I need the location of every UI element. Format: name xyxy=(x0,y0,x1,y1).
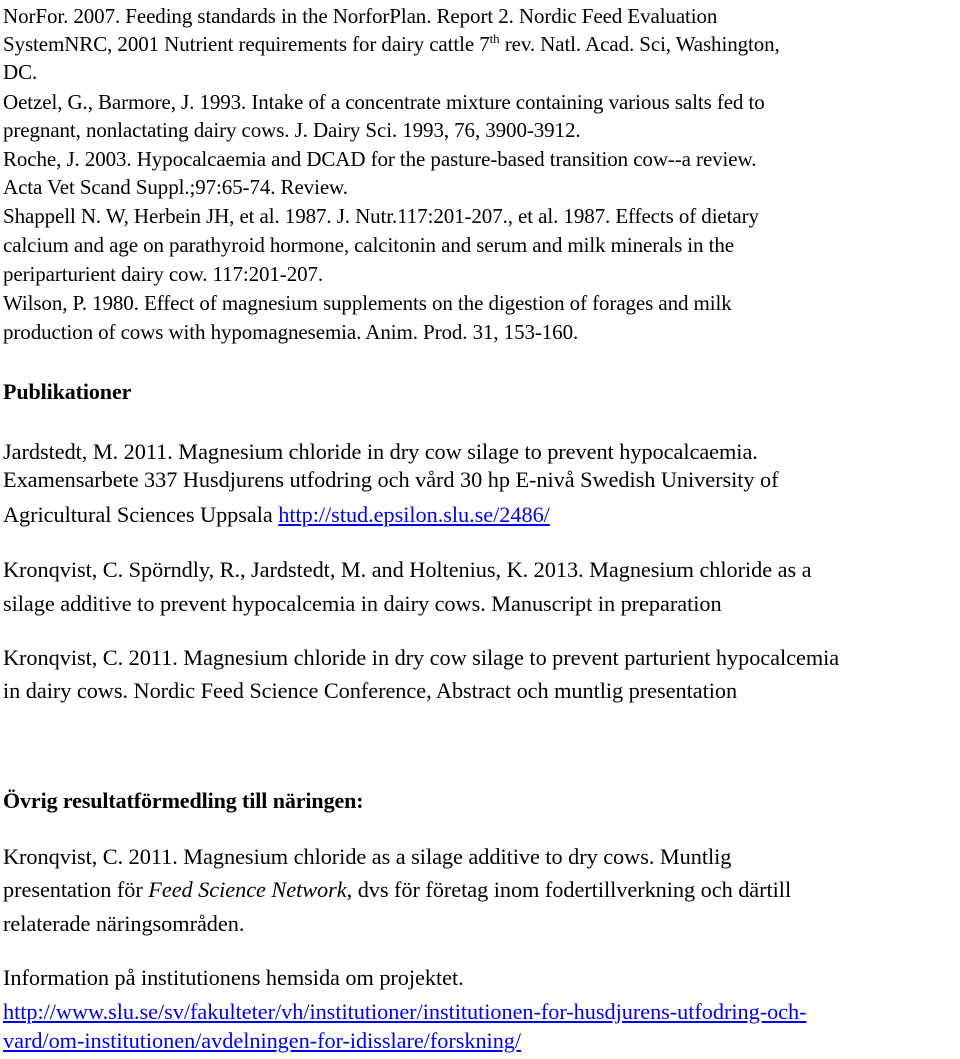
pub-jardstedt-line1: Jardstedt, M. 2011. Magnesium chloride in dry cow silage to prevent hypocalcaemia. xyxy=(3,439,758,464)
pub-kronqvist2011-line2: in dairy cows. Nordic Feed Science Conference, Abstract och muntlig presentation xyxy=(3,678,738,703)
ref-wilson-line2: production of cows with hypomagnesemia. Anim. Prod. 31, 153-160. xyxy=(3,320,579,344)
ref-shappell-line2: calcium and age on parathyroid hormone, calcitonin and serum and milk minerals in the xyxy=(3,233,734,257)
ovrig-link-line1 xyxy=(3,998,807,1026)
ovrig-link-line2 xyxy=(3,1027,521,1055)
ref-oetzel-line2: pregnant, nonlactating dairy cows. J. Dairy Sci. 1993, 76, 3900-3912. xyxy=(3,118,581,142)
publikationer-heading: Publikationer xyxy=(3,379,132,404)
ref-norfor-line2: SystemNRC, 2001 Nutrient requirements for dairy cattle 7th rev. Natl. Acad. Sci, Washington, xyxy=(3,31,780,56)
pub-jardstedt-line3: Agricultural Sciences Uppsala http://stud.epsilon.slu.se/2486/ xyxy=(3,502,550,527)
pub-jardstedt-line2: Examensarbete 337 Husdjurens utfodring och vård 30 hp E-nivå Swedish University of xyxy=(3,467,779,492)
ref-norfor-line1: NorFor. 2007. Feeding standards in the NorforPlan. Report 2. Nordic Feed Evaluation xyxy=(3,4,718,28)
pub-kronqvist2011-line1: Kronqvist, C. 2011. Magnesium chloride in dry cow silage to prevent parturient hypocalcemia xyxy=(3,645,840,670)
feed-science-network-text: Feed Science Network xyxy=(148,877,347,902)
ref-oetzel-line1: Oetzel, G., Barmore, J. 1993. Intake of a concentrate mixture containing various salts fed to xyxy=(3,90,765,114)
ovrig-entry-line3: relaterade näringsområden. xyxy=(3,911,245,936)
jardstedt-thesis-link[interactable]: http://stud.epsilon.slu.se/2486/ xyxy=(278,502,550,527)
ref-shappell-line3: periparturient dairy cow. 117:201-207. xyxy=(3,262,324,286)
ovrig-heading: Övrig resultatförmedling till näringen: xyxy=(3,788,364,813)
pub-kronqvist2013-line2: silage additive to prevent hypocalcemia in dairy cows. Manuscript in preparation xyxy=(3,591,722,616)
ovrig-entry-line2: presentation för Feed Science Network, dvs för företag inom fodertillverkning och därtill xyxy=(3,877,792,902)
ref-norfor-line3: DC. xyxy=(3,60,38,84)
pub-kronqvist2013-line1: Kronqvist, C. Spörndly, R., Jardstedt, M. and Holtenius, K. 2013. Magnesium chloride as a xyxy=(3,557,812,582)
ref-shappell-line1: Shappell N. W, Herbein JH, et al. 1987. J. Nutr.117:201-207., et al. 1987. Effects of dietary xyxy=(3,204,759,228)
ovrig-entry-line1: Kronqvist, C. 2011. Magnesium chloride as a silage additive to dry cows. Muntlig xyxy=(3,844,732,869)
institution-link-part2[interactable]: vard/om-institutionen/avdelningen-for-idisslare/forskning/ xyxy=(3,1028,522,1053)
ovrig-info: Information på institutionens hemsida om projektet. xyxy=(3,965,464,990)
ref-wilson-line1: Wilson, P. 1980. Effect of magnesium supplements on the digestion of forages and milk xyxy=(3,291,732,315)
institution-link-part1[interactable]: http://www.slu.se/sv/fakulteter/vh/institutioner/institutionen-for-husdjurens-utfodring-och- xyxy=(3,999,807,1024)
ref-roche-line2: Acta Vet Scand Suppl.;97:65-74. Review. xyxy=(3,175,348,199)
ref-roche-line1: Roche, J. 2003. Hypocalcaemia and DCAD for the pasture-based transition cow--a review. xyxy=(3,147,757,171)
